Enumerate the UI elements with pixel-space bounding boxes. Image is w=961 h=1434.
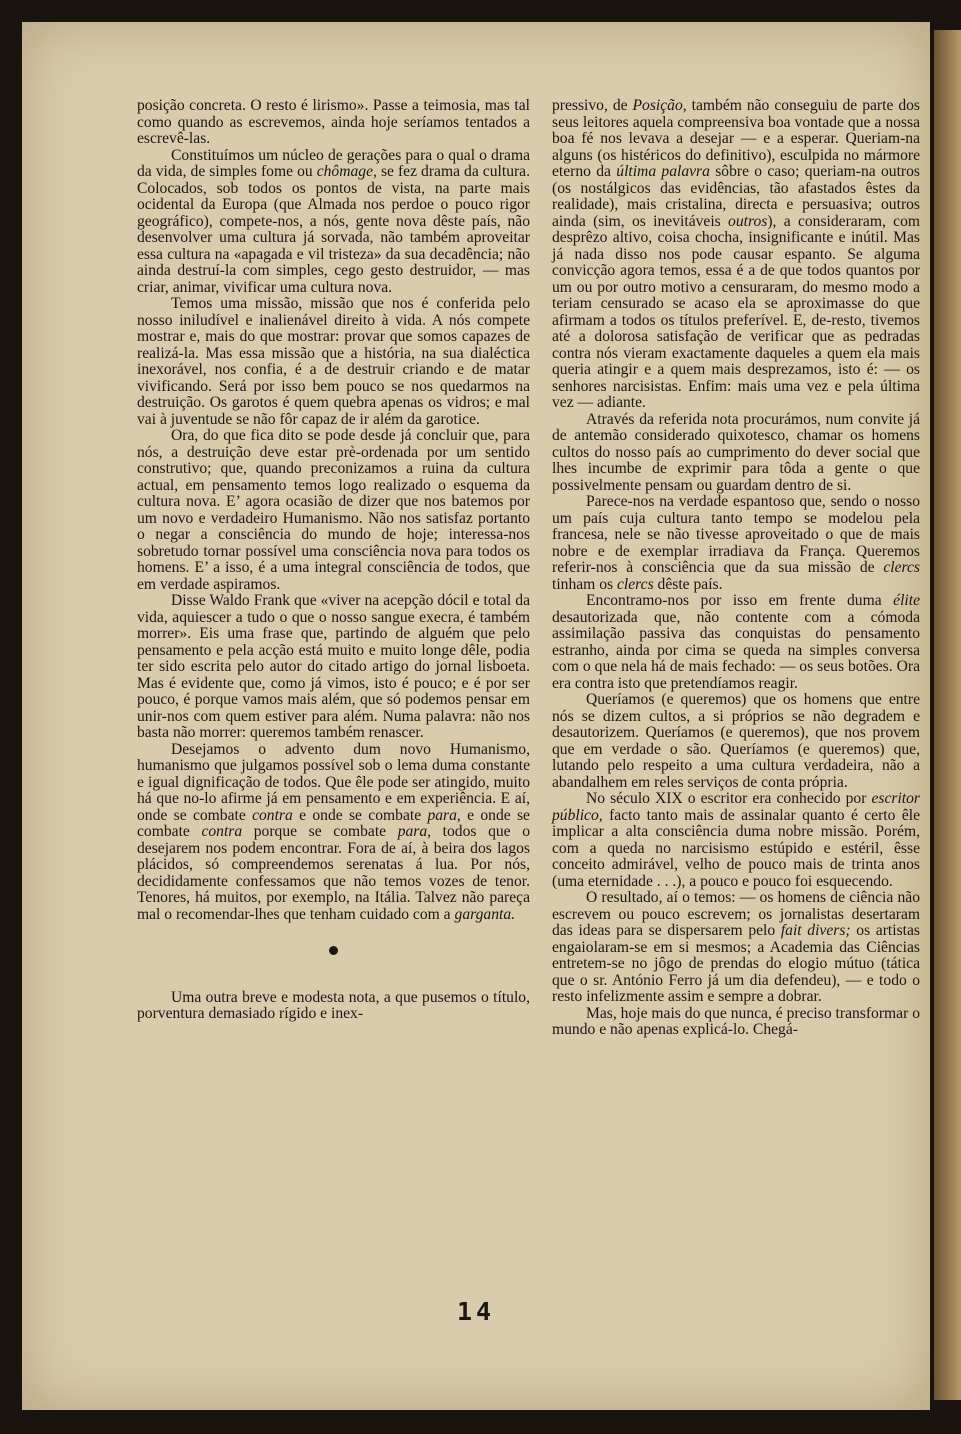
text-run: também não conseguiu de parte dos seus leitores aquela compreensiva boa vontade que a nossa boa fé nos levava a desejar — e a esperar. Queriam-na alguns (os histéricos do definitivo), esculpida no mármore eterno da	[552, 97, 920, 180]
text-run: Parece-nos na verdade espantoso que, sendo o nosso um país cuja cultura tanto tempo se modelou pela francesa, nele se não tivesse aproveitado o que de mais nobre e de exemplar irradiava da França. Queremos referir-nos à consciência que da sua missão de	[552, 493, 920, 576]
italic-text: chômage,	[316, 163, 377, 180]
text-run: Mas, hoje mais do que nunca, é preciso transformar o mundo e não apenas explicá-lo. Chegá-	[552, 1004, 920, 1038]
italic-text: fait divers;	[780, 922, 851, 939]
paragraph	[552, 412, 920, 495]
text-run: Queríamos (e queremos) que os homens que entre nós se dizem cultos, a si próprios se não degradem e desautorizem. Queríamos (e queremos), que nos provem que em verdade o são. Queríamos (e queremos) que, lutando pelo respeito a uma cultura verdadeira, não a abandalhem em reles serviços de conta própria.	[552, 691, 920, 791]
section-separator	[137, 943, 530, 960]
italic-text: clercs	[616, 575, 654, 593]
text-run: Temos uma missão, missão que nos é conferida pelo nosso iniludível e inalienável direito à vida. A nós compete mostrar e, mais do que mostrar: provar que somos capazes de realizá-la. Mas essa missão que a história, na sua dialéctica inexorável, nos confia, é a de destruir criando e de matar vivificando. Será por isso bem pouco se nos quedarmos na destruição. Os garotos é quem quebra apenas os vidros; e mal vai à juventude se não fôr capaz de ir além da garotice.	[137, 295, 530, 428]
right-text-column	[530, 98, 920, 1039]
text-run: Uma outra breve e modesta nota, a que pusemos o título, porventura demasiado rígido e inex-	[137, 988, 530, 1022]
italic-text: última palavra	[616, 163, 710, 180]
paragraph	[137, 593, 530, 742]
text-run: dêste país.	[653, 575, 723, 593]
paragraph	[552, 494, 920, 593]
paragraph	[137, 990, 530, 1023]
bullet-dot-icon	[329, 946, 338, 955]
text-run: pressivo, de	[552, 97, 633, 114]
text-run: e onde se combate	[137, 806, 530, 840]
text-run: posição concreta. O resto é lirismo». Passe a teimosia, mas tal como quando as escrevemos, ainda hoje seríamos tentados a escrevê-las.	[137, 97, 530, 147]
text-run: Encontramo-nos por isso em frente duma	[586, 592, 894, 609]
text-run: se fez drama da cultura. Colocados, sob todos os pontos de vista, na parte mais ocidental da Europa (que Almada nos perdoe o pouco rigor geográfico), compete-nos, a nós, gente nova dêste país, não desenvolver uma cultura já sorvada, não também aproveitar essa cultura na «apagada e vil tristeza» da sua decadência; não ainda destruí-la com simples, cego gesto destruidor, — mas criar, animar, vivificar uma cultura nova.	[137, 163, 530, 296]
paragraph	[552, 692, 920, 791]
text-run: Disse Waldo Frank que «viver na acepção dócil e total da vida, aquiescer a tudo o que o nosso sangue execra, é também morrer». Eis uma frase que, partindo de alguém que pelo pensamento e pela acção está muito e muito longe dêle, podia ter sido escrita pelo autor do citado artigo do jornal lisboeta. Mas é evidente que, como já vimos, isto é pouco; e é por ser pouco, é porque vamos mais além, que só podemos pensar em unir-nos com quem estiver para além. Numa palavra: não nos basta não morrer: queremos também renascer.	[137, 592, 530, 741]
italic-text: garganta.	[454, 905, 516, 923]
paragraph	[137, 742, 530, 924]
text-run: No século XIX o escritor era conhecido por	[586, 790, 872, 807]
left-text-column	[137, 98, 530, 1023]
italic-text: contra	[252, 806, 293, 824]
italic-text: élite	[893, 592, 920, 609]
text-run: todos que o desejarem nos podem encontrar. Fora de aí, à beira dos lagos plácidos, só compreendemos serenatas á lua. Por nós, decididamente confessamos que não temos vozes de tenor. Tenores, há muitos, por exemplo, na Itália. Talvez não pareça mal o recomendar-lhes que tenham cuidado com a	[137, 823, 530, 923]
text-run: tinham os	[552, 575, 617, 593]
text-run: Ora, do que fica dito se pode desde já concluir que, para nós, a destruição deve estar prè-ordenada por um sentido construtivo; que, quando preconizamos a ruina da cultura actual, em pensamento temos logo realizado o esquema da cultura nova. E’ agora ocasião de dizer que nos batemos por um novo e verdadeiro Humanismo. Não nos satisfaz portanto o negar a consciência do mundo de hoje; interessa-nos sobretudo tornar possível uma consciência nova para todos os homens. E’ a isso, é a uma integral consciência de todos, que em verdade aspiramos.	[137, 427, 530, 593]
italic-text: Posição,	[632, 97, 687, 114]
text-run: porque se combate	[242, 823, 398, 840]
paragraph	[137, 148, 530, 297]
paragraph	[552, 98, 920, 412]
italic-text: contra	[201, 823, 243, 840]
text-run: Através da referida nota procurámos, num convite já de antemão considerado quixotesco, chamar os homens cultos do nosso país ao cumprimento do dever social que lhes incumbe de exprimir para tôda a gente o que possivelmente pensam ou guardam dentro de si.	[552, 410, 920, 494]
italic-text: para,	[427, 806, 461, 824]
italic-text: escritor público,	[552, 790, 920, 824]
text-run: ), a consideraram, com desprêzo altivo, coisa chocha, insignificante e inútil. Mas já nada disso nos pode causar espanto. Se alguma convicção agora temos, essa é a de que todos quantos por um ou por outro motivo a censuraram, do mesmo modo a teriam censurado se acaso ela se aproximasse do que afirmam a todos os títulos preferível. E, de-resto, tivemos até a dolorosa satisfação de verificar que as pedradas contra nós vieram exactamente daqueles a quem ela mais queria atingir e a quem mais desprezamos, isto é: — os senhores narcisistas. Enfim: mais uma vez e pela última vez — adiante.	[552, 212, 920, 411]
italic-text: para,	[397, 823, 432, 840]
italic-text: outros	[728, 212, 768, 230]
text-run: desautorizada que, não contente com a cómoda assimilação passiva das conquistas do pensamento estranho, ainda por cima se queda na simples conversa com o que nela há de mais fechado: — os seus botões. Ora era contra isto que pretendíamos reagir.	[552, 608, 920, 692]
paragraph	[137, 428, 530, 593]
text-run: Desejamos o advento dum novo Humanismo, humanismo que julgamos possível sob o lema duma constante e igual dignificação de todos. Que êle pode ser atingido, muito há que no-lo afirme já em pensamento e em experiência. E aí, onde se combate	[137, 740, 530, 824]
paragraph	[137, 98, 530, 148]
paragraph	[552, 890, 920, 1006]
page-number: 14	[456, 1297, 496, 1326]
text-run: facto tanto mais de assinalar quanto é certo êle implicar a alta consciência duma nobre missão. Porém, com a queda no narcisismo estúpido e estéril, êsse conceito admirável, velho de pouco mais de trinta anos (uma eternidade . . .), a pouco e pouco foi esquecendo.	[552, 806, 920, 890]
text-run: e onde se combate	[292, 806, 428, 824]
paragraph	[552, 1006, 920, 1039]
adjacent-page-edge	[934, 30, 961, 1400]
italic-text: clercs	[883, 559, 920, 576]
paragraph	[137, 296, 530, 428]
paragraph	[552, 791, 920, 890]
text-run: Constituímos um núcleo de gerações para o qual o drama da vida, de simples fome ou	[137, 146, 530, 180]
text-run: O resultado, aí o temos: — os homens de ciência não escrevem ou pouco escrevem; os jornalistas desertaram das ideas para se dispersarem pelo	[552, 889, 920, 939]
text-run: os artistas engaiolaram-se em si mesmos; a Academia das Ciências entretem-se no jôgo de prendas do elogio mútuo (tática que o sr. António Ferro já um dia defendeu), — e todo o resto infelizmente assim e sempre a dobrar.	[552, 922, 920, 1005]
magazine-page	[22, 22, 930, 1410]
paragraph	[552, 593, 920, 692]
text-run: sôbre o caso; queriam-na outros (os nostálgicos das evidências, tão afastados êstes da realidade), mais cristalina, directa e persuasiva; outros ainda (sim, os inevitáveis	[552, 163, 920, 230]
